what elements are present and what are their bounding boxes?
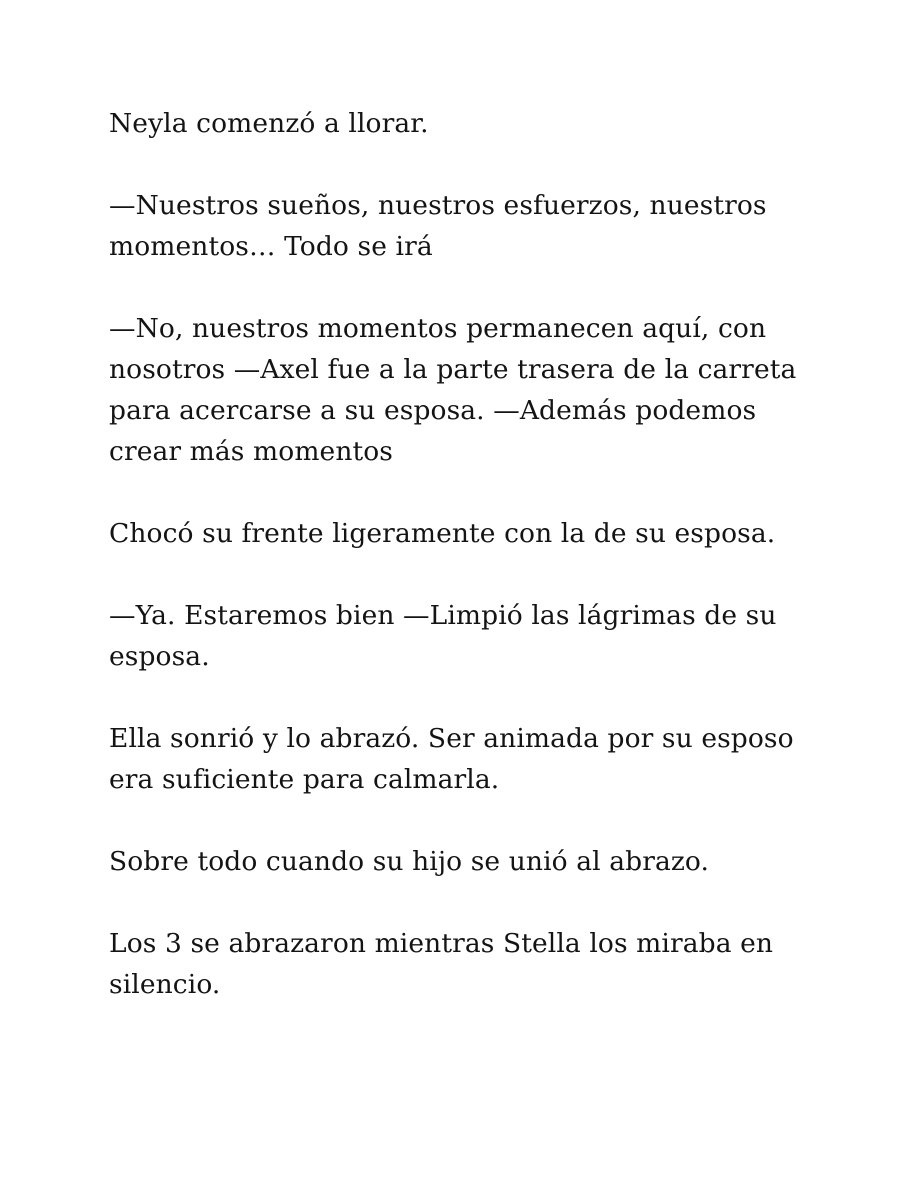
paragraph-2: —Nuestros sueños, nuestros esfuerzos, nuestros momentos… Todo se irá [109, 190, 767, 262]
paragraph-8: Los 3 se abrazaron mientras Stella los miraba en silencio. [109, 928, 774, 1000]
paragraph-5: —Ya. Estaremos bien —Limpió las lágrimas de su esposa. [109, 600, 777, 672]
paragraph-3: —No, nuestros momentos permanecen aquí, con nosotros —Axel fue a la parte trasera de la carreta para acercarse a su esposa. —Además podemos crear más momentos [109, 313, 797, 467]
paragraph-4: Chocó su frente ligeramente con la de su esposa. [109, 518, 776, 549]
paragraph-7: Sobre todo cuando su hijo se unió al abrazo. [109, 846, 710, 877]
paragraph-6: Ella sonrió y lo abrazó. Ser animada por su esposo era suficiente para calmarla. [109, 723, 794, 795]
paragraph-1: Neyla comenzó a llorar. [109, 108, 429, 139]
story-text [109, 103, 809, 1005]
